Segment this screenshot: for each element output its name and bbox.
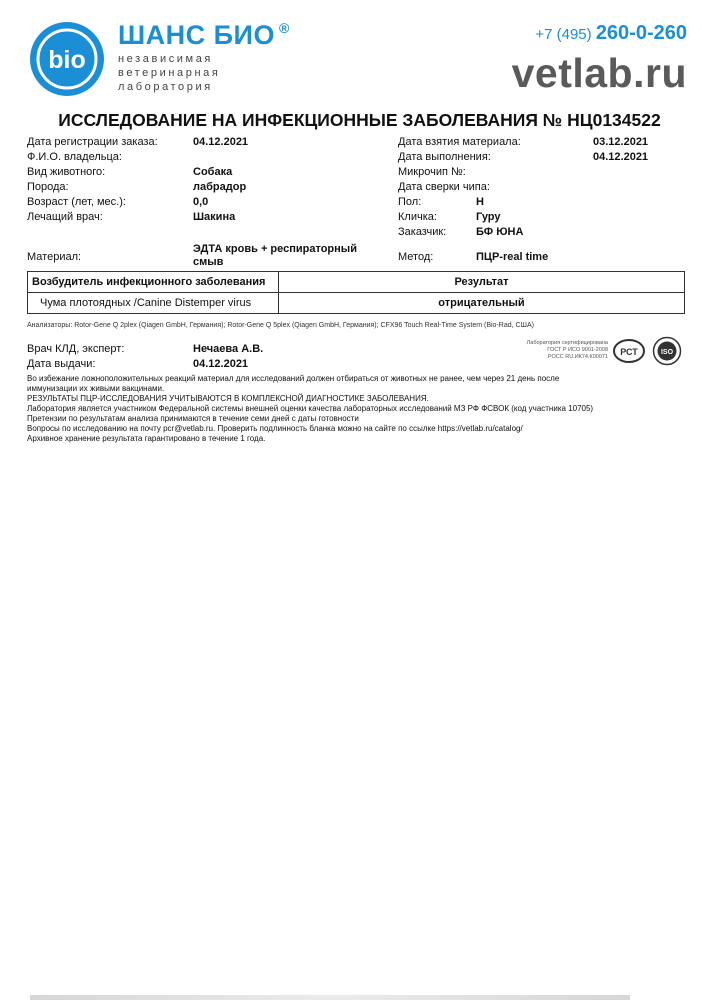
material-line-2: смыв bbox=[193, 256, 224, 268]
website[interactable]: vetlab.ru bbox=[511, 50, 687, 96]
field-value-customer: БФ ЮНА bbox=[476, 226, 524, 238]
cell-result: отрицательный bbox=[279, 293, 685, 314]
field-label-owner: Ф.И.О. владельца: bbox=[27, 151, 122, 163]
notes-block bbox=[27, 374, 667, 444]
note-line: РЕЗУЛЬТАТЫ ПЦР-ИССЛЕДОВАНИЯ УЧИТЫВАЮТСЯ В КОМПЛЕКСНОЙ ДИАГНОСТИКЕ ЗАБОЛЕВАНИЯ. bbox=[27, 394, 429, 403]
field-label-customer: Заказчик: bbox=[398, 226, 447, 238]
field-value-breed: лабрадор bbox=[193, 181, 247, 193]
header-result: Результат bbox=[279, 272, 685, 293]
field-label-breed: Порода: bbox=[27, 181, 69, 193]
brand-subtitle-line: ветеринарная bbox=[118, 67, 221, 79]
brand-name-text: ШАНС БИО bbox=[118, 20, 275, 50]
note-line: Вопросы по исследованию на почту pcr@vetlab.ru. Проверить подлинность бланка можно на сайте по ссылке https://vetlab.ru/catalog/ bbox=[27, 424, 523, 433]
brand-subtitle-line: независимая bbox=[118, 53, 213, 65]
certification-line: Лаборатория сертифицирована bbox=[526, 340, 608, 346]
table-row bbox=[28, 293, 685, 314]
certification-line: РОСС RU.ИК74.К00071 bbox=[547, 354, 608, 360]
field-label-registration-date: Дата регистрации заказа: bbox=[27, 136, 158, 148]
note-line: Во избежание ложноположительных реакций материал для исследований должен отбираться от животных не ранее, чем через 21 день после bbox=[27, 374, 560, 383]
field-value-registration-date: 04.12.2021 bbox=[193, 136, 249, 148]
phone-prefix: +7 (495) bbox=[535, 26, 592, 43]
phone[interactable] bbox=[535, 22, 687, 45]
field-value-sex: Н bbox=[476, 196, 484, 208]
pct-certification-icon bbox=[612, 338, 646, 364]
bio-logo bbox=[28, 20, 106, 98]
note-line: Архивное хранение результата гарантировано в течение 1 года. bbox=[27, 434, 266, 443]
field-label-expert: Врач КЛД, эксперт: bbox=[27, 343, 125, 355]
document-title: ИССЛЕДОВАНИЕ НА ИНФЕКЦИОННЫЕ ЗАБОЛЕВАНИЯ № НЦ0134522 bbox=[58, 110, 661, 130]
field-value-completion-date: 04.12.2021 bbox=[593, 151, 649, 163]
footer-line bbox=[30, 995, 630, 1000]
material-line-1: ЭДТА кровь + респираторный bbox=[193, 243, 357, 255]
iso-certification-icon bbox=[652, 336, 682, 366]
field-label-nickname: Кличка: bbox=[398, 211, 437, 223]
brand-registered-mark: ® bbox=[278, 20, 290, 36]
field-label-method: Метод: bbox=[398, 251, 434, 263]
field-value-sample-date: 03.12.2021 bbox=[593, 136, 649, 148]
cell-pathogen: Чума плотоядных /Canine Distemper virus bbox=[28, 293, 279, 314]
brand-name bbox=[118, 20, 290, 51]
results-table bbox=[27, 271, 685, 314]
field-label-sample-date: Дата взятия материала: bbox=[398, 136, 521, 148]
field-value-method: ПЦР-real time bbox=[476, 251, 549, 263]
field-label-microchip: Микрочип №: bbox=[398, 166, 466, 178]
certification-note bbox=[506, 340, 608, 361]
field-value-age: 0,0 bbox=[193, 196, 209, 208]
field-label-completion-date: Дата выполнения: bbox=[398, 151, 491, 163]
table-header-row bbox=[28, 272, 685, 293]
field-label-doctor: Лечащий врач: bbox=[27, 211, 103, 223]
field-label-sex: Пол: bbox=[398, 196, 422, 208]
note-line: Претензии по результатам анализа принимаются в течение семи дней с даты готовности bbox=[27, 414, 359, 423]
phone-number: 260-0-260 bbox=[595, 22, 687, 44]
field-value-issue-date: 04.12.2021 bbox=[193, 358, 249, 370]
brand-subtitle bbox=[118, 52, 220, 94]
field-value-material bbox=[193, 243, 357, 269]
field-value-species: Собака bbox=[193, 166, 233, 178]
certification-line: ГОСТ Р ИСО 9001-2008 bbox=[547, 347, 608, 353]
field-label-age: Возраст (лет, мес.): bbox=[27, 196, 126, 208]
note-line: Лаборатория является участником Федеральной системы внешней оценки качества лабораторных исследований МЗ РФ ФСВОК (код участника 10705) bbox=[27, 404, 594, 413]
brand-subtitle-line: лаборатория bbox=[118, 81, 213, 93]
field-label-issue-date: Дата выдачи: bbox=[27, 358, 96, 370]
field-value-doctor: Шакина bbox=[193, 211, 236, 223]
pct-logo-text: РСТ bbox=[620, 347, 638, 357]
field-value-expert: Нечаева А.В. bbox=[193, 343, 264, 355]
note-line: иммунизации их живыми вакцинами. bbox=[27, 384, 165, 393]
field-label-species: Вид животного: bbox=[27, 166, 106, 178]
field-label-material: Материал: bbox=[27, 251, 82, 263]
analyzers-note: Анализаторы: Rotor-Gene Q 2plex (Qiagen GmbH, Германия); Rotor-Gene Q 5plex (Qiagen GmbH, Германия); CFX96 Touch Real-Time System (Bio-Rad, США) bbox=[27, 322, 534, 329]
field-label-chip-check-date: Дата сверки чипа: bbox=[398, 181, 490, 193]
logo-text: bio bbox=[48, 46, 86, 74]
field-value-nickname: Гуру bbox=[476, 211, 501, 223]
iso-logo-text: ISO bbox=[660, 349, 674, 356]
header-pathogen: Возбудитель инфекционного заболевания bbox=[28, 272, 279, 293]
